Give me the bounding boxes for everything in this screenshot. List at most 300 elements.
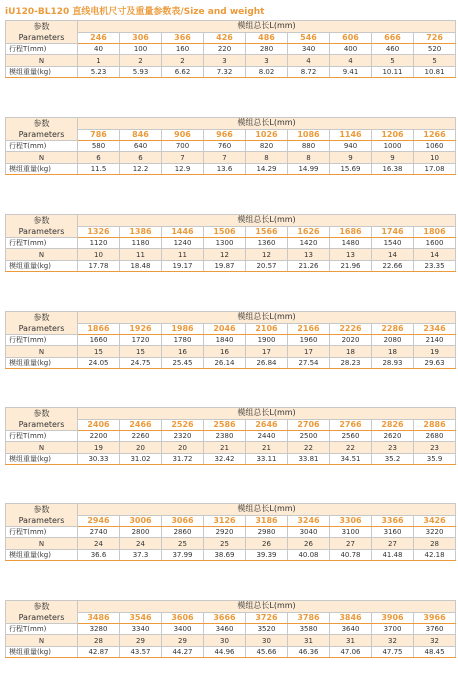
param-label: 参数 [33, 409, 50, 418]
n-row-cell: 24 [120, 538, 162, 549]
stroke-row-cell: 1120 [78, 238, 120, 249]
weight-row-cell: 48.45 [414, 646, 456, 657]
n-row-cell: 28 [78, 635, 120, 646]
n-row-cell: 31 [288, 635, 330, 646]
n-row-cell: 27 [372, 538, 414, 549]
weight-row [6, 163, 456, 174]
length-cell: 1806 [414, 226, 456, 238]
stroke-row-cell: 3520 [246, 624, 288, 635]
weight-row-cell: 7.32 [204, 66, 246, 77]
length-cell: 2046 [204, 323, 246, 335]
spec-table [5, 503, 456, 561]
n-row-cell: 21 [204, 442, 246, 453]
length-cell: 306 [120, 32, 162, 44]
n-row-cell: 20 [120, 442, 162, 453]
length-cell: 2226 [330, 323, 372, 335]
stroke-row-cell: 280 [246, 44, 288, 55]
param-label-cell [6, 408, 78, 431]
n-row-cell: 6 [78, 152, 120, 163]
stroke-row-cell: 520 [414, 44, 456, 55]
n-row-cell: 1 [78, 55, 120, 66]
n-row-cell: 14 [414, 249, 456, 260]
stroke-row-cell: 1720 [120, 335, 162, 346]
spec-table [5, 600, 456, 658]
length-cell: 2286 [372, 323, 414, 335]
stroke-row-cell: 3100 [330, 527, 372, 538]
weight-row-cell: 5.93 [120, 66, 162, 77]
length-cell: 1626 [288, 226, 330, 238]
length-cell: 1986 [162, 323, 204, 335]
stroke-row-cell: 3760 [414, 624, 456, 635]
n-row-cell: 25 [204, 538, 246, 549]
stroke-row-cell: 1540 [372, 238, 414, 249]
length-cell: 2766 [330, 419, 372, 431]
n-row-cell: 28 [414, 538, 456, 549]
param-label: 参数 [33, 313, 50, 322]
weight-row [6, 260, 456, 271]
n-row-cell: 32 [414, 635, 456, 646]
n-row-cell: 7 [204, 152, 246, 163]
length-cell: 2646 [246, 419, 288, 431]
n-row-cell: 23 [372, 442, 414, 453]
n-row-cell: 18 [330, 346, 372, 357]
weight-row [6, 453, 456, 464]
stroke-row-cell: 1360 [246, 238, 288, 249]
header-row [6, 118, 456, 130]
length-cell: 3966 [414, 612, 456, 624]
stroke-row-label: 行程T(mm) [6, 335, 78, 346]
header-row [6, 215, 456, 227]
weight-row-cell: 33.81 [288, 453, 330, 464]
weight-row-cell: 17.08 [414, 163, 456, 174]
n-row-cell: 12 [204, 249, 246, 260]
weight-row-label: 模组重量(kg) [6, 453, 78, 464]
header-row [6, 504, 456, 516]
stroke-row [6, 335, 456, 346]
weight-row-cell: 41.48 [372, 549, 414, 560]
n-row-label: N [6, 249, 78, 260]
length-cell: 606 [330, 32, 372, 44]
weight-row-cell: 23.35 [414, 260, 456, 271]
spec-table [5, 117, 456, 175]
n-row [6, 249, 456, 260]
length-cell: 3846 [330, 612, 372, 624]
total-length-header: 模组总长L(mm) [78, 408, 456, 420]
param-label-en: Parameters [18, 33, 65, 42]
stroke-row [6, 624, 456, 635]
n-row-cell: 26 [288, 538, 330, 549]
weight-row-cell: 16.38 [372, 163, 414, 174]
n-row-cell: 18 [372, 346, 414, 357]
n-row-cell: 2 [120, 55, 162, 66]
n-row-cell: 17 [288, 346, 330, 357]
stroke-row [6, 238, 456, 249]
length-cell: 726 [414, 32, 456, 44]
length-cell: 3786 [288, 612, 330, 624]
stroke-row [6, 141, 456, 152]
length-cell: 2826 [372, 419, 414, 431]
weight-row-cell: 13.6 [204, 163, 246, 174]
n-row-cell: 3 [246, 55, 288, 66]
length-cell: 2886 [414, 419, 456, 431]
stroke-row-cell: 340 [288, 44, 330, 55]
weight-row-cell: 47.06 [330, 646, 372, 657]
stroke-row-cell: 820 [246, 141, 288, 152]
weight-row-cell: 26.84 [246, 357, 288, 368]
param-label-en: Parameters [18, 130, 65, 139]
n-row-cell: 20 [162, 442, 204, 453]
weight-row-cell: 17.78 [78, 260, 120, 271]
stroke-row-cell: 880 [288, 141, 330, 152]
stroke-row-cell: 940 [330, 141, 372, 152]
length-cell: 966 [204, 129, 246, 141]
length-cell: 1266 [414, 129, 456, 141]
weight-row-cell: 39.39 [246, 549, 288, 560]
stroke-row-cell: 2560 [330, 431, 372, 442]
stroke-row-cell: 1420 [288, 238, 330, 249]
length-cell: 786 [78, 129, 120, 141]
n-row-cell: 25 [162, 538, 204, 549]
param-label-en: Parameters [18, 420, 65, 429]
weight-row-cell: 38.69 [204, 549, 246, 560]
n-row-cell: 22 [330, 442, 372, 453]
param-label: 参数 [33, 602, 50, 611]
stroke-row [6, 44, 456, 55]
weight-row-cell: 34.51 [330, 453, 372, 464]
length-cell: 1686 [330, 226, 372, 238]
length-cell: 426 [204, 32, 246, 44]
weight-row-cell: 46.36 [288, 646, 330, 657]
length-cell: 666 [372, 32, 414, 44]
n-row-cell: 8 [246, 152, 288, 163]
weight-row-cell: 44.96 [204, 646, 246, 657]
length-cell: 1326 [78, 226, 120, 238]
length-cell: 366 [162, 32, 204, 44]
stroke-row [6, 431, 456, 442]
weight-row-cell: 15.69 [330, 163, 372, 174]
length-cell: 486 [246, 32, 288, 44]
stroke-row-cell: 3400 [162, 624, 204, 635]
stroke-row-cell: 400 [330, 44, 372, 55]
stroke-row-cell: 3640 [330, 624, 372, 635]
stroke-row-cell: 1060 [414, 141, 456, 152]
stroke-row-cell: 3280 [78, 624, 120, 635]
stroke-row-cell: 2200 [78, 431, 120, 442]
param-label-en: Parameters [18, 613, 65, 622]
weight-row-cell: 28.23 [330, 357, 372, 368]
weight-row-label: 模组重量(kg) [6, 646, 78, 657]
n-row-cell: 17 [246, 346, 288, 357]
stroke-row-cell: 2260 [120, 431, 162, 442]
length-cell: 3726 [246, 612, 288, 624]
n-row-cell: 9 [330, 152, 372, 163]
weight-row-cell: 12.2 [120, 163, 162, 174]
n-row-cell: 31 [330, 635, 372, 646]
stroke-row-cell: 2680 [414, 431, 456, 442]
weight-row-label: 模组重量(kg) [6, 163, 78, 174]
weight-row-cell: 10.81 [414, 66, 456, 77]
weight-row-cell: 40.78 [330, 549, 372, 560]
weight-row-cell: 22.66 [372, 260, 414, 271]
length-cell: 2526 [162, 419, 204, 431]
length-cell: 1026 [246, 129, 288, 141]
length-cell: 1386 [120, 226, 162, 238]
length-cell: 1566 [246, 226, 288, 238]
n-row [6, 152, 456, 163]
param-label: 参数 [33, 119, 50, 128]
weight-row-cell: 32.42 [204, 453, 246, 464]
stroke-row-cell: 2800 [120, 527, 162, 538]
length-cell: 3006 [120, 515, 162, 527]
weight-row-cell: 21.26 [288, 260, 330, 271]
n-row-cell: 11 [120, 249, 162, 260]
stroke-row-cell: 1960 [288, 335, 330, 346]
length-cell: 3906 [372, 612, 414, 624]
stroke-row-label: 行程T(mm) [6, 44, 78, 55]
weight-row-cell: 43.57 [120, 646, 162, 657]
n-row-label: N [6, 55, 78, 66]
stroke-row-cell: 3160 [372, 527, 414, 538]
n-row-cell: 15 [78, 346, 120, 357]
weight-row-cell: 35.9 [414, 453, 456, 464]
length-cell: 2106 [246, 323, 288, 335]
n-row-cell: 13 [330, 249, 372, 260]
header-row [6, 601, 456, 613]
stroke-row-cell: 3220 [414, 527, 456, 538]
length-cell: 1446 [162, 226, 204, 238]
stroke-row-cell: 700 [162, 141, 204, 152]
length-cell: 1866 [78, 323, 120, 335]
weight-row-cell: 19.17 [162, 260, 204, 271]
length-cell: 1086 [288, 129, 330, 141]
page-title: iU120-BL120 直线电机尺寸及重量参数表/Size and weight [5, 7, 265, 17]
stroke-row-cell: 2980 [246, 527, 288, 538]
weight-row-cell: 6.62 [162, 66, 204, 77]
length-cell: 2946 [78, 515, 120, 527]
n-row-cell: 21 [246, 442, 288, 453]
n-row-label: N [6, 152, 78, 163]
n-row-cell: 8 [288, 152, 330, 163]
weight-row-cell: 8.72 [288, 66, 330, 77]
weight-row [6, 357, 456, 368]
n-row-cell: 24 [78, 538, 120, 549]
weight-row-cell: 33.11 [246, 453, 288, 464]
n-row-cell: 19 [78, 442, 120, 453]
n-row-cell: 2 [162, 55, 204, 66]
length-cell: 3426 [414, 515, 456, 527]
weight-row-cell: 10.11 [372, 66, 414, 77]
weight-row-cell: 18.48 [120, 260, 162, 271]
stroke-row-cell: 2140 [414, 335, 456, 346]
param-label-cell [6, 21, 78, 44]
stroke-row-cell: 1000 [372, 141, 414, 152]
stroke-row-cell: 2920 [204, 527, 246, 538]
stroke-row-cell: 760 [204, 141, 246, 152]
stroke-row-cell: 1600 [414, 238, 456, 249]
stroke-row-cell: 3460 [204, 624, 246, 635]
length-cell: 546 [288, 32, 330, 44]
stroke-row-cell: 580 [78, 141, 120, 152]
weight-row-cell: 9.41 [330, 66, 372, 77]
length-cell: 3186 [246, 515, 288, 527]
weight-row-cell: 19.87 [204, 260, 246, 271]
n-row [6, 346, 456, 357]
stroke-row-label: 行程T(mm) [6, 624, 78, 635]
stroke-row-cell: 2500 [288, 431, 330, 442]
n-row-cell: 30 [204, 635, 246, 646]
n-row [6, 55, 456, 66]
n-row-cell: 26 [246, 538, 288, 549]
n-row-cell: 11 [162, 249, 204, 260]
weight-row-cell: 28.93 [372, 357, 414, 368]
length-cell: 3066 [162, 515, 204, 527]
stroke-row-cell: 1900 [246, 335, 288, 346]
weight-row-cell: 47.75 [372, 646, 414, 657]
length-cell: 3366 [372, 515, 414, 527]
length-cell: 3606 [162, 612, 204, 624]
weight-row-cell: 12.9 [162, 163, 204, 174]
length-cell: 2586 [204, 419, 246, 431]
stroke-row-label: 行程T(mm) [6, 238, 78, 249]
weight-row-cell: 29.63 [414, 357, 456, 368]
stroke-row-cell: 2740 [78, 527, 120, 538]
weight-row-cell: 27.54 [288, 357, 330, 368]
length-cell: 1926 [120, 323, 162, 335]
n-row-cell: 27 [330, 538, 372, 549]
length-cell: 3546 [120, 612, 162, 624]
spec-table [5, 214, 456, 272]
stroke-row [6, 527, 456, 538]
stroke-row-cell: 160 [162, 44, 204, 55]
n-row [6, 635, 456, 646]
n-row [6, 442, 456, 453]
n-row-label: N [6, 346, 78, 357]
weight-row [6, 549, 456, 560]
weight-row-cell: 5.23 [78, 66, 120, 77]
header-row [6, 312, 456, 324]
stroke-row-label: 行程T(mm) [6, 527, 78, 538]
weight-row-cell: 37.3 [120, 549, 162, 560]
length-cell: 3666 [204, 612, 246, 624]
length-cell: 1146 [330, 129, 372, 141]
stroke-row-cell: 3700 [372, 624, 414, 635]
n-row [6, 538, 456, 549]
stroke-row-cell: 2860 [162, 527, 204, 538]
n-row-cell: 7 [162, 152, 204, 163]
n-row-cell: 16 [204, 346, 246, 357]
weight-row-label: 模组重量(kg) [6, 357, 78, 368]
n-row-cell: 32 [372, 635, 414, 646]
param-label-en: Parameters [18, 227, 65, 236]
param-label-en: Parameters [18, 324, 65, 333]
length-cell: 3126 [204, 515, 246, 527]
n-row-cell: 10 [78, 249, 120, 260]
n-row-cell: 19 [414, 346, 456, 357]
weight-row-cell: 42.18 [414, 549, 456, 560]
n-row-cell: 5 [414, 55, 456, 66]
weight-row-cell: 44.27 [162, 646, 204, 657]
n-row-label: N [6, 635, 78, 646]
n-row-cell: 29 [120, 635, 162, 646]
n-row-cell: 29 [162, 635, 204, 646]
spec-table [5, 407, 456, 465]
weight-row-cell: 31.02 [120, 453, 162, 464]
weight-row-cell: 35.2 [372, 453, 414, 464]
stroke-row-cell: 2080 [372, 335, 414, 346]
stroke-row-cell: 40 [78, 44, 120, 55]
length-cell: 246 [78, 32, 120, 44]
weight-row-cell: 14.99 [288, 163, 330, 174]
param-label: 参数 [33, 22, 50, 31]
weight-row-cell: 37.99 [162, 549, 204, 560]
weight-row-cell: 21.96 [330, 260, 372, 271]
stroke-row-cell: 1660 [78, 335, 120, 346]
stroke-row-cell: 1480 [330, 238, 372, 249]
param-label-en: Parameters [18, 516, 65, 525]
param-label: 参数 [33, 505, 50, 514]
spec-table [5, 311, 456, 369]
param-label-cell [6, 118, 78, 141]
stroke-row-cell: 2320 [162, 431, 204, 442]
weight-row-cell: 25.45 [162, 357, 204, 368]
param-label-cell [6, 215, 78, 238]
param-label-cell [6, 504, 78, 527]
stroke-row-cell: 1780 [162, 335, 204, 346]
stroke-row-cell: 640 [120, 141, 162, 152]
weight-row-label: 模组重量(kg) [6, 66, 78, 77]
total-length-header: 模组总长L(mm) [78, 312, 456, 324]
weight-row-cell: 36.6 [78, 549, 120, 560]
stroke-row-cell: 3340 [120, 624, 162, 635]
stroke-row-cell: 2620 [372, 431, 414, 442]
stroke-row-cell: 1180 [120, 238, 162, 249]
n-row-cell: 9 [372, 152, 414, 163]
spec-table [5, 20, 456, 78]
length-cell: 1206 [372, 129, 414, 141]
weight-row-cell: 20.57 [246, 260, 288, 271]
length-cell: 2466 [120, 419, 162, 431]
length-cell: 3246 [288, 515, 330, 527]
weight-row-cell: 45.66 [246, 646, 288, 657]
stroke-row-cell: 220 [204, 44, 246, 55]
total-length-header: 模组总长L(mm) [78, 118, 456, 130]
length-cell: 3306 [330, 515, 372, 527]
weight-row [6, 646, 456, 657]
header-row [6, 408, 456, 420]
weight-row-cell: 11.5 [78, 163, 120, 174]
n-row-cell: 3 [204, 55, 246, 66]
weight-row-cell: 24.05 [78, 357, 120, 368]
n-row-cell: 4 [330, 55, 372, 66]
n-row-cell: 15 [120, 346, 162, 357]
n-row-cell: 30 [246, 635, 288, 646]
length-cell: 1746 [372, 226, 414, 238]
stroke-row-cell: 100 [120, 44, 162, 55]
weight-row-cell: 24.75 [120, 357, 162, 368]
n-row-cell: 13 [288, 249, 330, 260]
n-row-cell: 23 [414, 442, 456, 453]
total-length-header: 模组总长L(mm) [78, 601, 456, 613]
param-label-cell [6, 601, 78, 624]
stroke-row-cell: 3040 [288, 527, 330, 538]
n-row-cell: 14 [372, 249, 414, 260]
length-cell: 846 [120, 129, 162, 141]
length-cell: 2166 [288, 323, 330, 335]
stroke-row-cell: 3580 [288, 624, 330, 635]
stroke-row-cell: 460 [372, 44, 414, 55]
n-row-label: N [6, 538, 78, 549]
n-row-cell: 4 [288, 55, 330, 66]
